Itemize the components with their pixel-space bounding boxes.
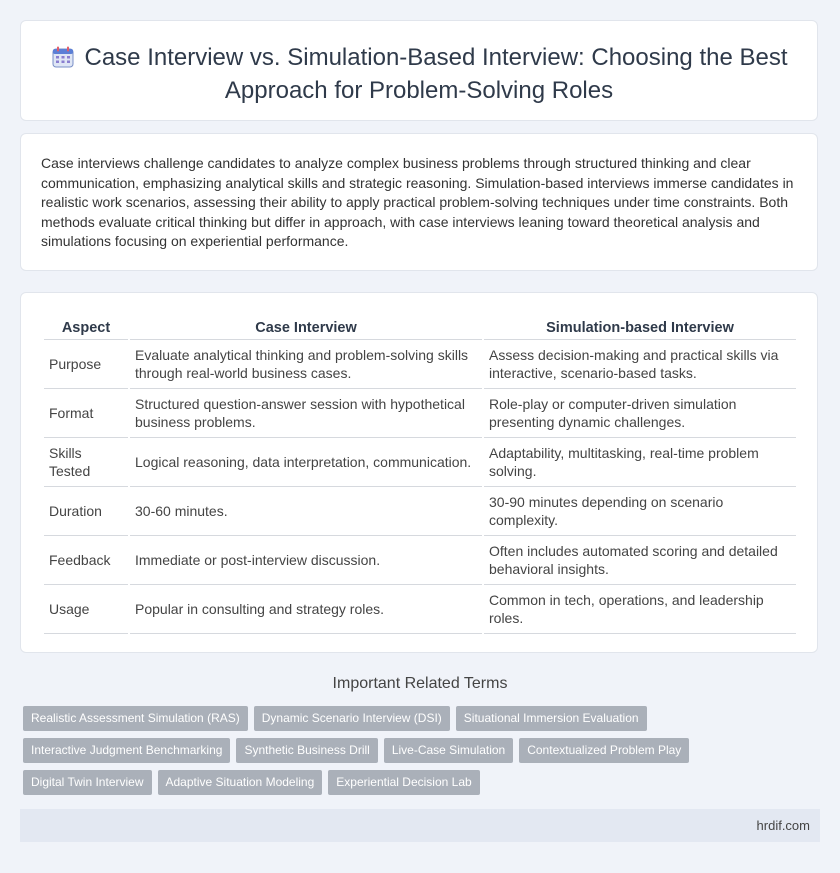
row-aspect: Usage (44, 585, 128, 634)
footer (20, 809, 820, 842)
header-case-interview: Case Interview (130, 313, 482, 340)
title-card (20, 20, 818, 121)
table-row (44, 487, 796, 536)
table-row (44, 585, 796, 634)
intro-paragraph: Case interviews challenge candidates to analyze complex business problems through structured thinking and clear communication, emphasizing analytical skills and strategic reasoning. Simulation-based interviews immerse candidates in realistic work scenarios, assessing their ability to apply practical problem-solving techniques under time constraints. Both methods evaluate critical thinking but differ in approach, with case interviews leaning toward theoretical analysis and simulations focusing on experiential performance. (41, 155, 794, 250)
row-aspect: Skills Tested (44, 438, 128, 487)
row-case: 30-60 minutes. (130, 487, 482, 536)
row-simulation: Adaptability, multitasking, real-time problem solving. (484, 438, 796, 487)
row-simulation: Common in tech, operations, and leadership roles. (484, 585, 796, 634)
related-term-tag[interactable]: Synthetic Business Drill (236, 738, 377, 763)
row-aspect: Purpose (44, 340, 128, 389)
row-case: Structured question-answer session with hypothetical business problems. (130, 389, 482, 438)
related-terms-list (23, 706, 803, 802)
related-term-tag[interactable]: Live-Case Simulation (384, 738, 513, 763)
related-term-tag[interactable]: Digital Twin Interview (23, 770, 152, 795)
related-term-tag[interactable]: Experiential Decision Lab (328, 770, 479, 795)
table-row (44, 536, 796, 585)
header-simulation-interview: Simulation-based Interview (484, 313, 796, 340)
row-simulation: Assess decision-making and practical skills via interactive, scenario-based tasks. (484, 340, 796, 389)
related-term-tag[interactable]: Contextualized Problem Play (519, 738, 689, 763)
row-case: Immediate or post-interview discussion. (130, 536, 482, 585)
intro-card (20, 133, 818, 271)
row-simulation: Often includes automated scoring and detailed behavioral insights. (484, 536, 796, 585)
footer-site-link[interactable]: hrdif.com (756, 818, 810, 833)
header-aspect: Aspect (44, 313, 128, 340)
related-term-tag[interactable]: Dynamic Scenario Interview (DSI) (254, 706, 450, 731)
page-title (21, 43, 817, 105)
table-row (44, 340, 796, 389)
row-aspect: Duration (44, 487, 128, 536)
table-row (44, 389, 796, 438)
row-aspect: Feedback (44, 536, 128, 585)
row-aspect: Format (44, 389, 128, 438)
related-term-tag[interactable]: Adaptive Situation Modeling (158, 770, 323, 795)
related-term-tag[interactable]: Realistic Assessment Simulation (RAS) (23, 706, 248, 731)
row-case: Popular in consulting and strategy roles. (130, 585, 482, 634)
comparison-table-card (20, 292, 818, 653)
row-simulation: Role-play or computer-driven simulation presenting dynamic challenges. (484, 389, 796, 438)
page-title-text: Case Interview vs. Simulation-Based Interview: Choosing the Best Approach for Problem-Solving Roles (84, 44, 788, 104)
related-terms-heading: Important Related Terms (332, 675, 508, 692)
related-term-tag[interactable]: Situational Immersion Evaluation (456, 706, 647, 731)
row-simulation: 30-90 minutes depending on scenario complexity. (484, 487, 796, 536)
row-case: Evaluate analytical thinking and problem-solving skills through real-world business cases. (130, 340, 482, 389)
table-header-row (44, 313, 796, 340)
row-case: Logical reasoning, data interpretation, communication. (130, 438, 482, 487)
comparison-table (42, 313, 798, 634)
table-row (44, 438, 796, 487)
related-term-tag[interactable]: Interactive Judgment Benchmarking (23, 738, 230, 763)
calendar-icon (51, 45, 75, 76)
